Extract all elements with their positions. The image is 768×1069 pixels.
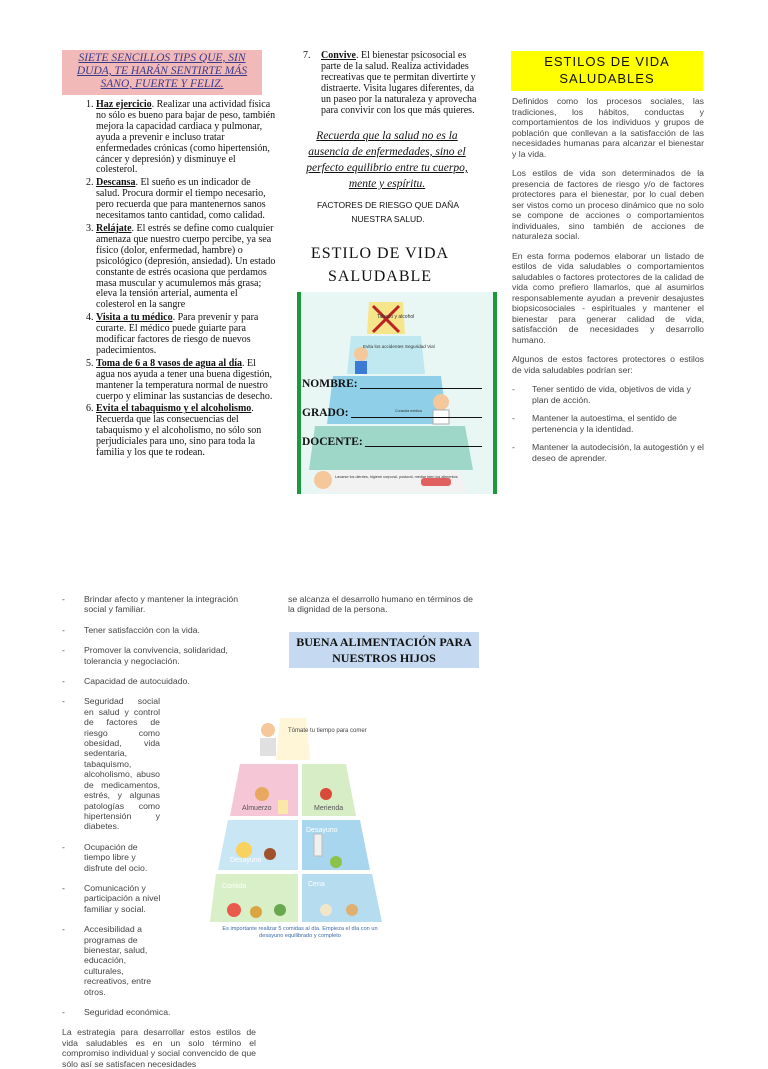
list-item: 5. Toma de 6 a 8 vasos de agua al día. El agua nos ayuda a tener una buena digestión, mantener la temperatura normal de nuestro cuerpo y eliminar las sustancias de desecho.	[96, 359, 276, 403]
tip-number: 7.	[303, 50, 311, 61]
list-item: 6. Evita el tabaquismo y el alcoholismo. Recuerda que las consecuencias del tabaquismo y el alcoholismo, no sólo son perjudiciales para uno, sino para toda la familia y los que te rodean.	[96, 404, 276, 459]
meat-icon	[250, 906, 262, 918]
pyramid-label-base: Lavarse los dientes, higiene corporal, postural, mediar bien los alimentos	[335, 475, 458, 479]
list-item: - Ocupación de tiempo libre y disfrute del ocio.	[62, 842, 166, 873]
name-label: NOMBRE:	[302, 378, 358, 390]
child-icon	[314, 471, 332, 489]
orange-icon	[236, 842, 252, 858]
food-caption: Es importante realizar 5 comidas al día. Empieza el día con un desayuno equilibrado y completo	[222, 926, 378, 939]
person-icon	[354, 347, 368, 361]
cereal-icon	[264, 848, 276, 860]
strategy-paragraph: La estrategia para desarrollar estos estilos de vida saludables es en un solo término el compromiso individual y social convencido de que sólo así se satisfacen necesidades	[62, 1027, 256, 1069]
desayuno-right-label: Desayuno	[306, 827, 338, 834]
list-item: - Brindar afecto y mantener la integración social y familiar.	[62, 594, 256, 615]
child-eating-icon	[261, 723, 275, 737]
tip-title: Descansa	[96, 177, 136, 189]
styles-header: ESTILOS DE VIDA SALUDABLES	[511, 51, 703, 91]
apple-icon	[320, 788, 332, 800]
potato-icon	[346, 904, 358, 916]
paragraph: Definidos como los procesos sociales, las tradiciones, los hábitos, conductas y comportamientos de los individuos y grupos de población que conllevan a la satisfacción de las necesidades humanas para alcanzar el bienestar y la vida.	[512, 96, 704, 159]
list-item: - Tener satisfacción con la vida.	[62, 625, 256, 635]
desayuno-left-label: Desayuno	[230, 857, 262, 864]
bread-icon	[255, 787, 269, 801]
comida-label: Comida	[222, 883, 247, 890]
list-item: - Promover la convivencia, solidaridad, tolerancia y negociación.	[62, 645, 256, 666]
cover-form	[302, 370, 482, 457]
list-item: - Seguridad económica.	[62, 1007, 256, 1017]
tip-title: Visita a tu médico	[96, 312, 173, 324]
grade-label: GRADO:	[302, 407, 349, 419]
list-item: 2. Descansa. El sueño es un indicador de salud. Procura dormir el tiempo necesario, pero recuerda que para mantenernos sanos necesitamos tanto cantidad, como calidad.	[96, 178, 276, 222]
almuerzo-label: Almuerzo	[242, 805, 272, 812]
name-line[interactable]	[360, 370, 482, 389]
list-item: - Mantener la autodecisión, la autogestión y el deseo de aprender.	[512, 442, 704, 463]
risk-factors-title: FACTORES DE RIESGO QUE DAÑA NUESTRA SALUD.	[316, 200, 459, 224]
kiwi-icon	[330, 856, 342, 868]
merienda-label: Merienda	[314, 805, 344, 812]
dignity-text: se alcanza el desarrollo humano en términos de la dignidad de la persona.	[288, 594, 473, 615]
list-item: 1. Haz ejercicio. Realizar una actividad física no sólo es bueno para bajar de peso, también mejora la capacidad cardiaca y pulmonar, ayuda a prevenir e incluso tratar enfermedades crónicas (como hipertensión, cáncer y depresión) y disminuye el colesterol.	[96, 100, 276, 176]
tip-title: Evita el tabaquismo y el alcoholismo	[96, 403, 252, 415]
grade-field[interactable]	[302, 399, 482, 428]
teacher-label: DOCENTE:	[302, 436, 363, 448]
tips-list	[78, 100, 276, 461]
tip-title: Relájate	[96, 222, 132, 234]
protective-factors-list	[512, 384, 704, 463]
styles-definition	[512, 96, 704, 471]
food-pyramid-graphic	[210, 714, 390, 946]
paragraph: Los estilos de vida son determinados de la presencia de factores de riesgo y/o de factores protectores para el bienestar, por lo cual deben ser vistos como un proceso dinámico que no solo se compone de acciones o comportamientos individuales, sino también de acciones de naturaleza social.	[512, 168, 704, 241]
tomato-icon	[227, 903, 241, 917]
food-header: BUENA ALIMENTACIÓN PARA NUESTROS HIJOS	[289, 632, 479, 668]
list-item: - Seguridad social en salud y control de factores de riesgo como obesidad, vida sedentaria, tabaquismo, alcoholismo, abuso de medicamentos, estrés, y algunas patologías como hipertensión y diabetes.	[62, 696, 256, 831]
name-field[interactable]	[302, 370, 482, 399]
cover-title: ESTILO DE VIDA SALUDABLE	[310, 245, 450, 285]
list-item: 3. Relájate. El estrés se define como cualquier amenaza que nuestro cuerpo percibe, ya sea físico (dolor, enfermedad, hambre) o psicológico (depresión, ansiedad). Un estado constante de estrés ocasiona que perdamos masa muscular y acumulemos más grasa; eleva la tensión arterial, aumenta el colesterol en la sangre	[96, 224, 276, 311]
lettuce-icon	[274, 904, 286, 916]
paragraph: En esta forma podemos elaborar un listado de estilos de vida saludables o comportamientos saludables o factores protectores de la calidad de vida como prefiero llamarlos, que al asumirlos responsablemente ayudan a prevenir desajustes biopsicosociales - espirituales y mantener el bienestar para generar calidad de vida, satisfacción de necesidades y desarrollo humano.	[512, 250, 704, 345]
list-item: - Accesibilidad a programas de bienestar, salud, educación, culturales, recreativos, entre otros.	[62, 924, 166, 997]
bottle-icon	[314, 834, 322, 856]
cena-label: Cena	[308, 881, 325, 888]
tip-title: Toma de 6 a 8 vasos de agua al día	[96, 357, 243, 369]
paragraph: Algunos de estos factores protectores o estilos de vida saludables podrían ser:	[512, 354, 704, 375]
tip-title: Haz ejercicio	[96, 99, 152, 110]
food-level-top	[276, 718, 310, 760]
grade-line[interactable]	[351, 399, 482, 418]
list-item: - Capacidad de autocuidado.	[62, 676, 256, 686]
list-item: - Tener sentido de vida, objetivos de vida y plan de acción.	[512, 384, 704, 405]
top-label: Tómate tu tiempo para comer	[288, 728, 367, 734]
pyramid-label-top: Tabaco y alcohol	[377, 314, 415, 320]
list-item: - Comunicación y participación a nivel familiar y social.	[62, 883, 166, 914]
tip-seven: 7. Convive. El bienestar psicosocial es parte de la salud. Realiza actividades recreativas que te permitan divertirte y distraerte. Visita lugares diferentes, da un paseo por la naturaleza y aprovecha para convivir con los que más quieres.	[303, 50, 477, 116]
pyramid-label-3: Consulta médica	[395, 409, 422, 413]
fish-icon	[320, 904, 332, 916]
tip-title: Convive	[321, 50, 356, 61]
tips-header: SIETE SENCILLOS TIPS QUE, SIN DUDA, TE HARÁN SENTIRTE MÁS SANO, FUERTE Y FELIZ.	[62, 50, 262, 95]
milk-icon	[278, 800, 288, 814]
list-item: - Mantener la autoestima, el sentido de pertenencia y la identidad.	[512, 413, 704, 434]
teacher-field[interactable]	[302, 428, 482, 457]
list-item: 4. Visita a tu médico. Para prevenir y para curarte. El médico puede guiarte para modificar factores de riesgo de nuevos padecimientos.	[96, 313, 276, 357]
health-note: Recuerda que la salud no es la ausencia de enfermedades, sino el perfecto equilibrio entre tu cuerpo, mente y espíritu.	[306, 130, 468, 190]
teacher-line[interactable]	[365, 428, 482, 447]
pyramid-label-2: Evita los accidentes Seguridad Vial	[363, 344, 435, 349]
food-pyramid-illustration	[210, 714, 390, 946]
